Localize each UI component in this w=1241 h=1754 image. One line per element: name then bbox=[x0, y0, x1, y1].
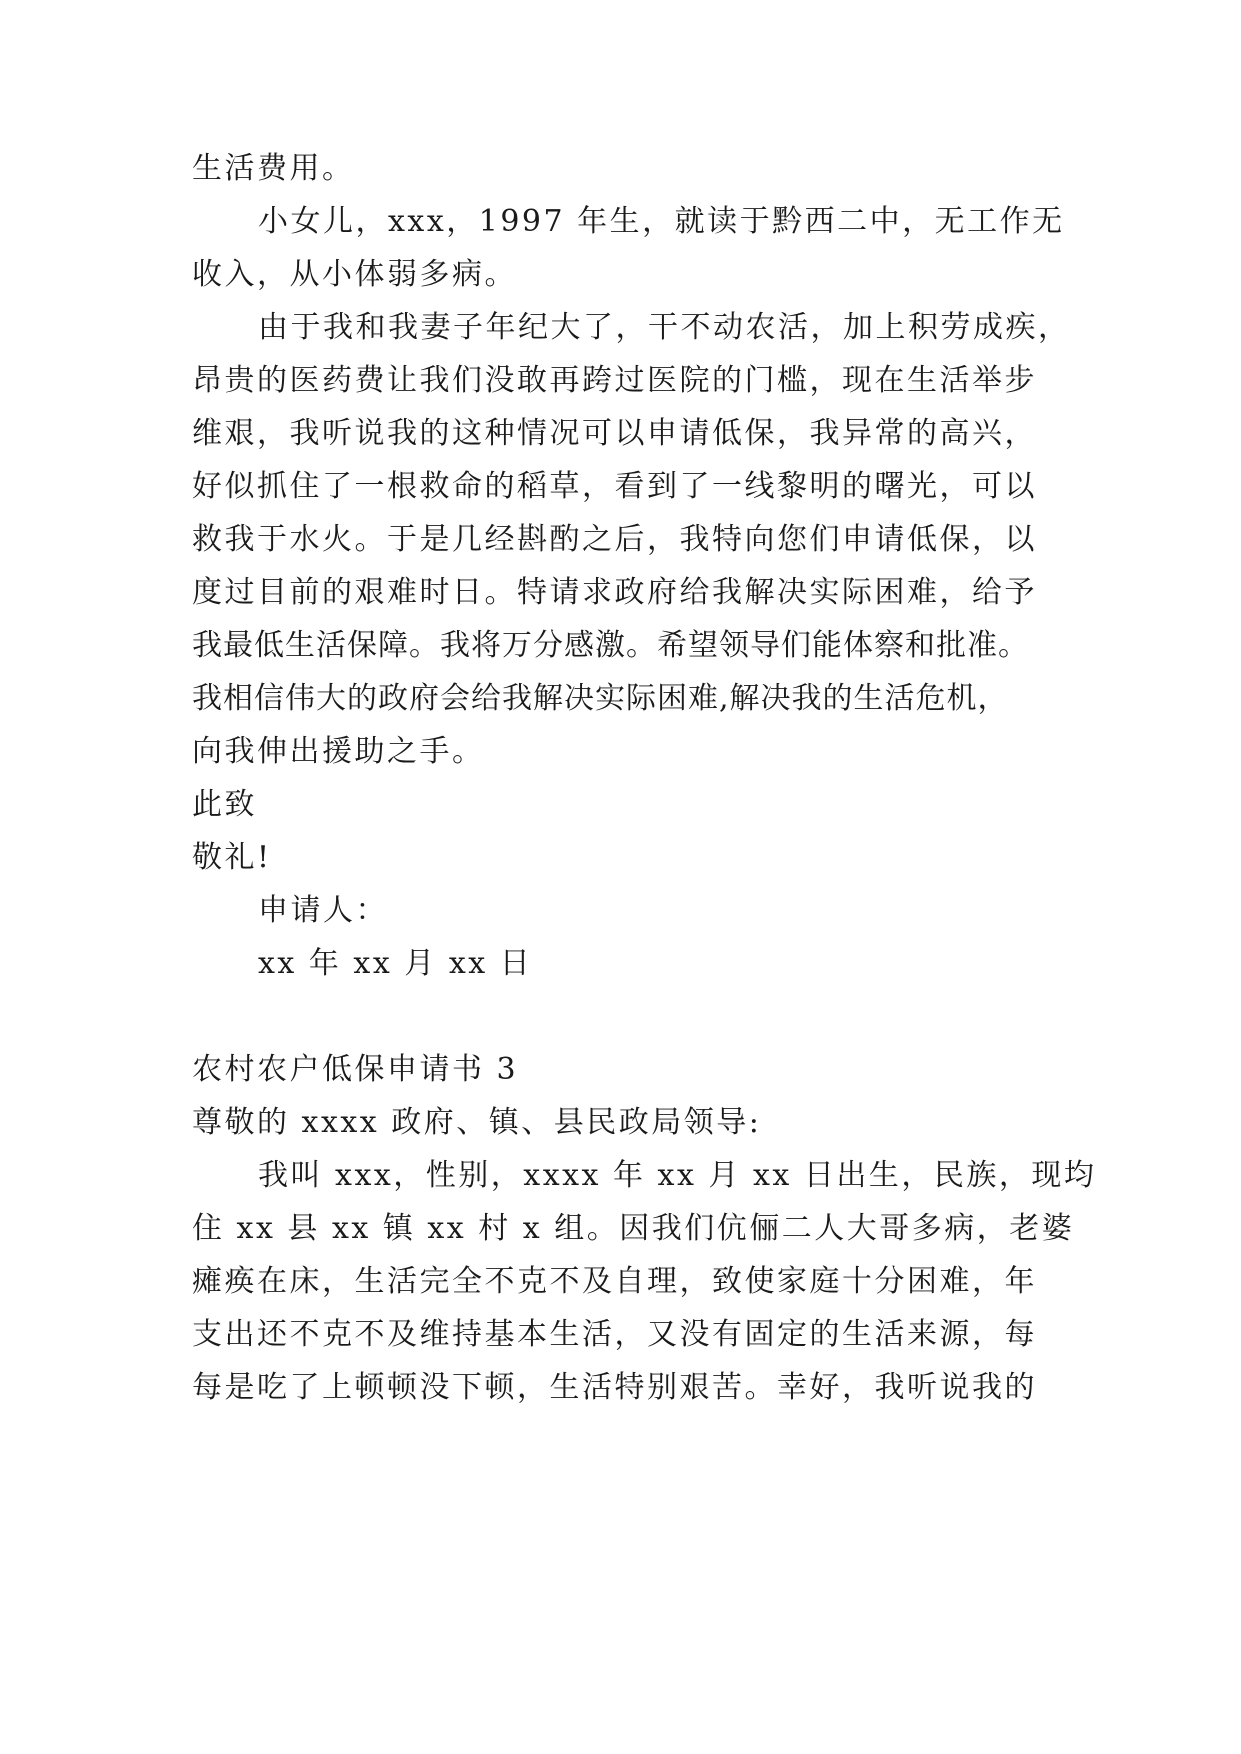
applicant-label: 申请人： bbox=[258, 893, 388, 928]
text-line: 由于我和我妻子年纪大了，干不动农活，加上积劳成疾， bbox=[258, 310, 1071, 345]
text-line: 向我伸出援助之手。 bbox=[192, 734, 485, 769]
text-line: 住 xx 县 xx 镇 xx 村 x 组。因我们伉俪二人大哥多病，老婆 bbox=[192, 1211, 1075, 1246]
addressee-line: 尊敬的 xxxx 政府、镇、县民政局领导: bbox=[192, 1105, 762, 1140]
text-line: 支出还不克不及维持基本生活，又没有固定的生活来源，每 bbox=[192, 1317, 1037, 1352]
date-line: xx 年 xx 月 xx 日 bbox=[258, 946, 533, 981]
text-line: 救我于水火。于是几经斟酌之后，我特向您们申请低保，以 bbox=[192, 522, 1037, 557]
text-line: 每是吃了上顿顿没下顿，生活特别艰苦。幸好，我听说我的 bbox=[192, 1370, 1037, 1405]
text-line: 瘫痪在床，生活完全不克不及自理，致使家庭十分困难，年 bbox=[192, 1264, 1037, 1299]
text-line: 我叫 xxx，性别，xxxx 年 xx 月 xx 日出生，民族，现均 bbox=[258, 1158, 1097, 1193]
text-line: 度过目前的艰难时日。特请求政府给我解决实际困难，给予 bbox=[192, 575, 1037, 610]
text-line: 好似抓住了一根救命的稻草，看到了一线黎明的曙光，可以 bbox=[192, 469, 1037, 504]
text-line: 我相信伟大的政府会给我解决实际困难,解决我的生活危机， bbox=[192, 681, 1009, 716]
text-line: 收入，从小体弱多病。 bbox=[192, 257, 517, 292]
salutation: 敬礼! bbox=[192, 840, 272, 875]
section-title: 农村农户低保申请书 3 bbox=[192, 1052, 519, 1087]
text-line: 生活费用。 bbox=[192, 151, 355, 186]
text-line: 小女儿，xxx，1997 年生，就读于黔西二中，无工作无 bbox=[258, 204, 1065, 239]
text-line: 维艰，我听说我的这种情况可以申请低保，我异常的高兴， bbox=[192, 416, 1037, 451]
text-line: 我最低生活保障。我将万分感激。希望领导们能体察和批准。 bbox=[192, 628, 1029, 663]
text-line: 昂贵的医药费让我们没敢再跨过医院的门槛，现在生活举步 bbox=[192, 363, 1037, 398]
closing-phrase: 此致 bbox=[192, 787, 257, 822]
